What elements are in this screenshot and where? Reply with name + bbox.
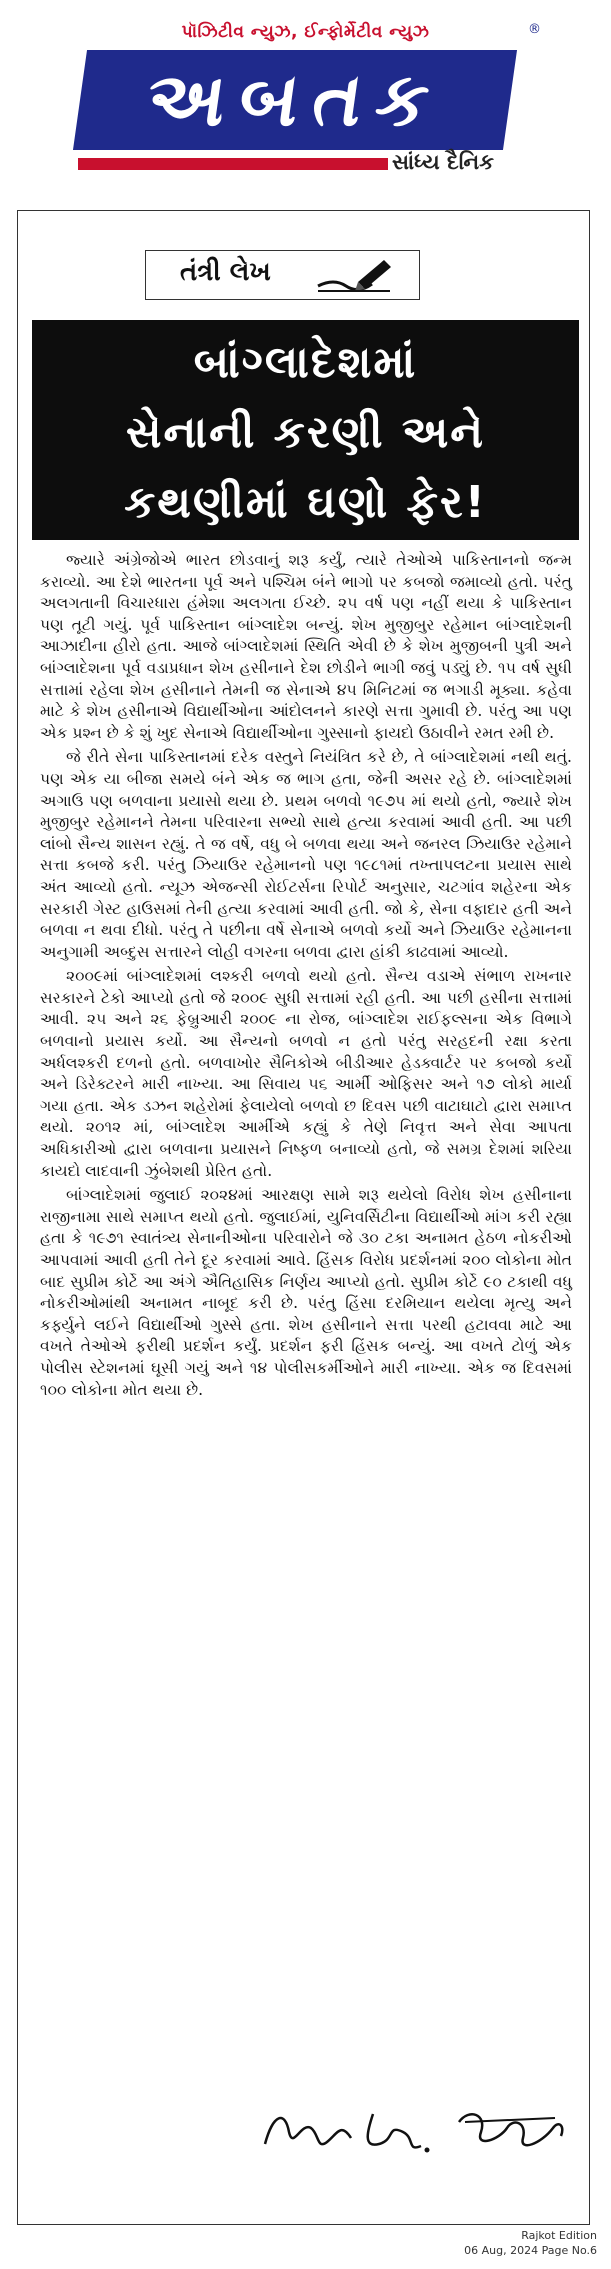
article-paragraph: જે રીતે સેના પાકિસ્તાનમાં દરેક વસ્તુને નિયંત્રિત કરે છે, તે બાંગ્લાદેશમાં નથી થતું. પણ એક યા બીજા સમયે બંને એક જ ભાગ હતા, જેની અસર રહે છે. બાંગ્લાદેશમાં અગાઉ પણ બળવાના પ્રયાસો થયા છે. પ્રથમ બળવો ૧૯૭૫ માં થયો હતો, જ્યારે શેખ મુજીબુર રહેમાનને તેમના પરિવારના સભ્યો સાથે હત્યા કરવામાં આવી હતી. આ પછી લાંબો સૈન્ય શાસન રહ્યું. તે જ વર્ષે, વધુ બે બળવા થયા અને જનરલ ઝિયાઉર રહેમાને સત્તા કબજે કરી. પરંતુ ઝિયાઉર રહેમાનનો પણ ૧૯૮૧માં તખ્તાપલટના પ્રયાસ સાથે અંત આવ્યો હતો. ન્યૂઝ એજન્સી રોઈટર્સના રિપોર્ટ અનુસાર, ચટગાંવ શહેરના એક સરકારી ગેસ્ટ હાઉસમાં તેની હત્યા કરવામાં આવી હતી. જો કે, સેના વફાદાર હતી અને બળવા ન થવા દીધો. પરંતુ તે પછીના વર્ષે સેનાએ બળવો કર્યો અને ઝિયાઉર રહેમાનના અનુગામી અબ્દુસ સત્તારને લોહી વગરના બળવા દ્વારા હાંકી કાઢવામાં આવ્યો.	[40, 748, 572, 961]
logo-underline-bar	[78, 158, 388, 170]
headline-line-3: કથણીમાં ઘણો ફેર!	[124, 477, 487, 528]
headline-line-2: સેનાની કરણી અને	[125, 407, 486, 458]
article-body	[40, 550, 572, 1404]
article-paragraph: બાંગ્લાદેશમાં જુલાઈ ૨૦૨૪માં આરક્ષણ સામે શરૂ થયેલો વિરોધ શેખ હસીનાના રાજીનામા સાથે સમાપ્ત થયો હતો. જુલાઈમાં, યુનિવર્સિટીના વિદ્યાર્થીઓ માંગ કરી રહ્યા હતા કે ૧૯૭૧ સ્વાતંત્ર્ય સેનાનીઓના પરિવારોને જે ૩૦ ટકા અનામત હેઠળ નોકરીઓ આપવામાં આવી હતી તેને દૂર કરવામાં આવે. હિંસક વિરોધ પ્રદર્શનમાં ૨૦૦ લોકોના મોત બાદ સુપ્રીમ કોર્ટે આ અંગે ઐતિહાસિક નિર્ણય આપ્યો હતો. સુપ્રીમ કોર્ટે ૯૦ ટકાથી વધુ નોકરીઓમાંથી અનામત નાબૂદ કરી છે. પરંતુ હિંસા દરમિયાન થયેલા મૃત્યુ અને કર્ફ્યુને લઈને વિદ્યાર્થીઓ ગુસ્સે હતા. શેખ હસીનાને સત્તા પરથી હટાવવા માટે આ વખતે તેઓએ ફરીથી પ્રદર્શન કર્યું. પ્રદર્શન ફરી હિંસક બન્યું. આ વખતે ટોળું એક પોલીસ સ્ટેશનમાં ઘૂસી ગયું અને ૧૪ પોલીસકર્મીઓને મારી નાખ્યા. એક જ દિવસમાં ૧૦૦ લોકોના મોત થયા છે.	[40, 1186, 572, 1399]
article-paragraph: ૨૦૦૯માં બાંગ્લાદેશમાં લશ્કરી બળવો થયો હતો. સૈન્ય વડાએ સંભાળ રાખનાર સરકારને ટેકો આપ્યો હતો જે ૨૦૦૯ સુધી સત્તામાં રહી હતી. આ પછી હસીના સત્તામાં આવી. ૨૫ અને ૨૬ ફેબ્રુઆરી ૨૦૦૯ ના રોજ, બાંગ્લાદેશ રાઈફલ્સના એક વિભાગે બળવાનો પ્રયાસ કર્યો. આ સૈન્યનો બળવો ન હતો પરંતુ સરહદની રક્ષા કરતા અર્ધલશ્કરી દળનો હતો. બળવાખોર સૈનિકોએ બીડીઆર હેડક્વાર્ટર પર કબજો કર્યો અને ડિરેક્ટરને મારી નાખ્યા. આ સિવાય ૫૬ આર્મી ઓફિસર અને ૧૭ લોકો માર્યા ગયા હતા. એક ડઝન શહેરોમાં ફેલાયેલો બળવો છ દિવસ પછી વાટાઘાટો દ્વારા સમાપ્ત થયો. ૨૦૧૨ માં, બાંગ્લાદેશ આર્મીએ કહ્યું કે તેણે નિવૃત્ત અને સેવા આપતા અધિકારીઓ દ્વારા બળવાના પ્રયાસને નિષ્ફળ બનાવ્યો હતો, જે સમગ્ર દેશમાં શરિયા કાયદો લાદવાની ઝુંબેશથી પ્રેરિત હતો.	[40, 967, 572, 1180]
article-paragraph: જ્યારે અંગ્રેજોએ ભારત છોડવાનું શરૂ કર્યું, ત્યારે તેઓએ પાકિસ્તાનનો જન્મ કરાવ્યો. આ દેશે ભારતના પૂર્વ અને પશ્ચિમ બંને ભાગો પર કબજો જમાવ્યો હતો. પરંતુ અલગતાની વિચારધારા હંમેશા અલગતા ઈચ્છે. ૨૫ વર્ષ પણ નહીં થયા કે પાકિસ્તાન પણ તૂટી ગયું. પૂર્વ પાકિસ્તાન બાંગ્લાદેશ બન્યું. શેખ મુજીબુર રહેમાન બાંગ્લાદેશની આઝાદીના હીરો હતા. આજે બાંગ્લાદેશમાં સ્થિતિ એવી છે કે શેખ મુજીબની પુત્રી અને બાંગ્લાદેશના પૂર્વ વડાપ્રધાન શેખ હસીનાને દેશ છોડીને ભાગી જવું પડ્યું છે. ૧૫ વર્ષ સુધી સત્તામાં રહેલા શેખ હસીનાને તેમની જ સેનાએ ૪૫ મિનિટમાં જ ભગાડી મૂક્યા. કહેવા માટે કે શેખ હસીનાએ વિદ્યાર્થીઓના આંદોલનને કારણે સત્તા ગુમાવી છે. પરંતુ આ પણ એક પ્રશ્ન છે કે શું ખુદ સેનાએ વિદ્યાર્થીઓના ગુસ્સાનો ફાયદો ઉઠાવીને રમત રમી છે.	[40, 551, 572, 742]
section-label-text: તંત્રી લેખ	[180, 257, 271, 287]
masthead-subtitle: સાંધ્ય દૈનિક	[392, 150, 494, 174]
edition-info	[464, 2228, 597, 2258]
section-label	[145, 250, 420, 300]
masthead	[0, 0, 611, 200]
headline-line-1: બાંગ્લાદેશમાં	[193, 337, 418, 388]
brand-logo: અબતક	[73, 50, 517, 150]
headline	[32, 320, 579, 540]
pen-writing-icon	[314, 256, 394, 298]
edition-name: Rajkot Edition	[521, 2229, 597, 2242]
edition-date-page: 06 Aug, 2024 Page No.6	[464, 2244, 597, 2257]
registered-mark: ®	[528, 22, 541, 37]
masthead-tagline: પૉઝિટીવ ન્યુઝ, ઈન્ફોર્મેટીવ ન્યુઝ	[181, 22, 430, 42]
author-signature	[255, 2092, 575, 2168]
